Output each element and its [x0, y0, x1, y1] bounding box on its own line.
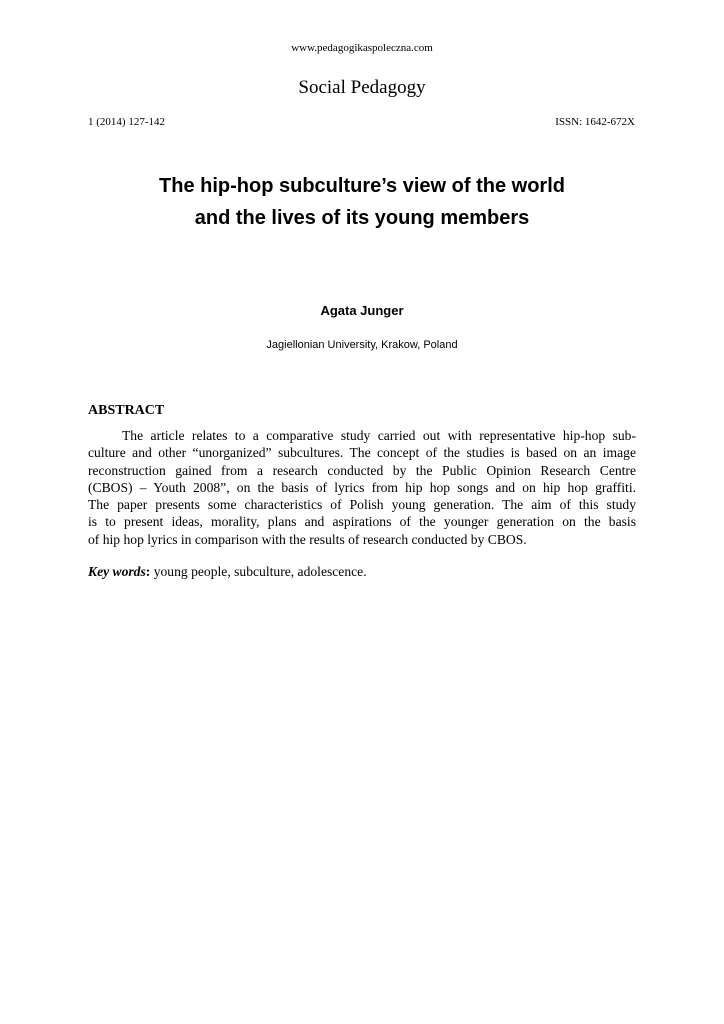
article-title-line-1: The hip-hop subculture’s view of the world [159, 175, 565, 197]
journal-website-url: www.pedagogikaspoleczna.com [291, 42, 433, 54]
abstract-heading: ABSTRACT [88, 403, 165, 418]
article-title [60, 170, 664, 234]
abstract-line: of hip hop lyrics in comparison with the results of research conducted by CBOS. [88, 531, 527, 547]
abstract-line: is to present ideas, morality, plans and aspirations of the younger generation on the basis [88, 514, 636, 530]
abstract-line: culture and other “unorganized” subcultures. The concept of the studies is based on an image [88, 445, 636, 461]
issn: ISSN: 1642-672X [555, 116, 635, 128]
keywords-label: Key words [88, 564, 146, 579]
abstract-line: (CBOS) – Youth 2008”, on the basis of lyrics from hip hop songs and on hip hop graffiti. [88, 479, 636, 495]
article-title-line-2: and the lives of its young members [194, 207, 530, 229]
author-name: Agata Junger [320, 303, 404, 318]
issue-pages: 1 (2014) 127-142 [88, 116, 165, 128]
journal-name: Social Pedagogy [298, 77, 426, 98]
keywords-text: young people, subculture, adolescence. [150, 564, 367, 579]
abstract-line: The article relates to a comparative study carried out with representative hip-hop sub- [122, 428, 636, 443]
abstract-body [88, 427, 636, 548]
abstract-line: The paper presents some characteristics of Polish young generation. The aim of this study [88, 497, 636, 513]
keywords-colon: : [145, 564, 151, 579]
abstract-line: reconstruction gained from a research conducted by the Public Opinion Research Centre [88, 462, 636, 478]
author-affiliation: Jagiellonian University, Krakow, Poland [266, 339, 458, 351]
keywords [88, 563, 636, 580]
